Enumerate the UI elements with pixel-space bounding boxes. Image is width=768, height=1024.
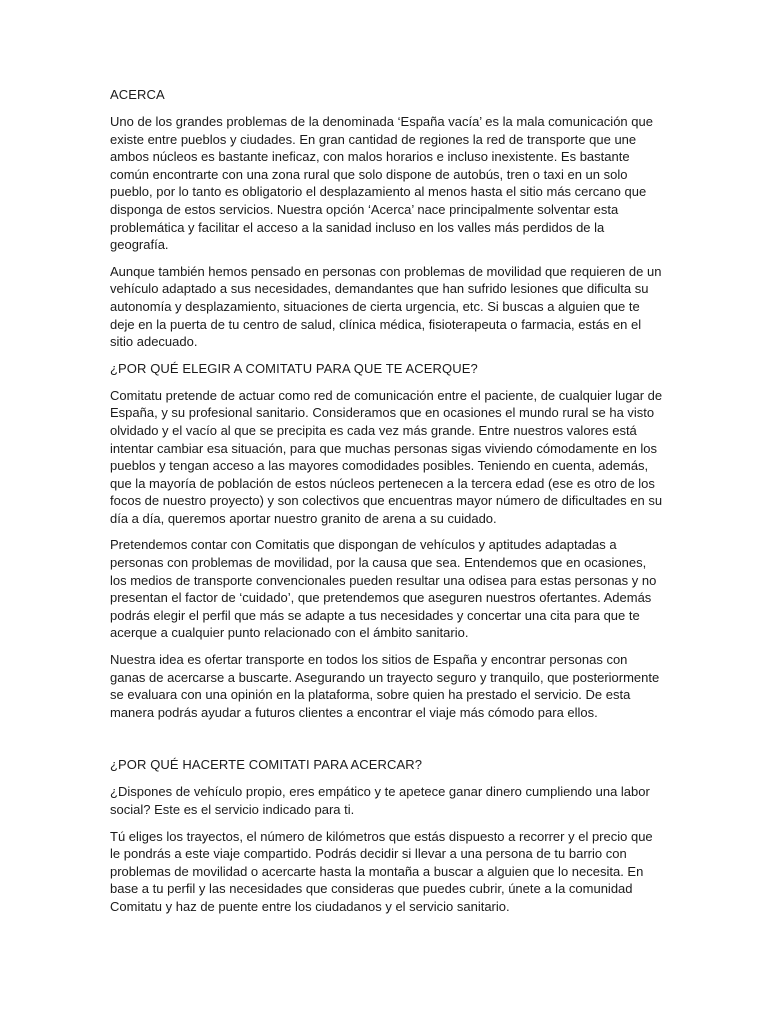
paragraph: Aunque también hemos pensado en personas con problemas de movilidad que requieren de un vehículo adaptado a sus necesidades, demandantes que han sufrido lesiones que dificulta su autonomía y desplazamiento, situaciones de cierta urgencia, etc. Si buscas a alguien que te deje en la puerta de tu centro de salud, clínica médica, fisioterapeuta o farmacia, estás en el sitio adecuado. (110, 263, 662, 350)
section-spacer (110, 730, 664, 756)
section-heading-por-que-hacerte: ¿POR QUÉ HACERTE COMITATI PARA ACERCAR? (110, 757, 423, 773)
paragraph: Uno de los grandes problemas de la denominada ‘España vacía’ es la mala comunicación que existe entre pueblos y ciudades. En gran cantidad de regiones la red de transporte que une ambos núcleos es bastante ineficaz, con malos horarios e incluso inexistente. Es bastante común encontrarte con una zona rural que solo dispone de autobús, tren o taxi en un solo pueblo, por lo tanto es obligatorio el desplazamiento al menos hasta el sitio más cercano que disponga de estos servicios. Nuestra opción ‘Acerca’ nace principalmente solventar esta problemática y facilitar el acceso a la sanidad incluso en los valles más perdidos de la geografía. (110, 114, 653, 253)
paragraph: Pretendemos contar con Comitatis que dispongan de vehículos y aptitudes adaptadas a personas con problemas de movilidad, por la causa que sea. Entendemos que en ocasiones, los medios de transporte convencionales pueden resultar una odisea para estas personas y no presentan el factor de ‘cuidado’, que pretendemos que aseguren nuestros ofertantes. Además podrás elegir el perfil que más se adapte a tus necesidades y concertar una cita para que te acerque a cualquier punto relacionado con el ámbito sanitario. (110, 537, 657, 641)
paragraph: ¿Dispones de vehículo propio, eres empático y te apetece ganar dinero cumpliendo una labor social? Este es el servicio indicado para ti. (110, 784, 650, 817)
section-heading-por-que-elegir: ¿POR QUÉ ELEGIR A COMITATU PARA QUE TE ACERQUE? (110, 360, 478, 376)
paragraph: Comitatu pretende de actuar como red de comunicación entre el paciente, de cualquier lugar de España, y su profesional sanitario. Consideramos que en ocasiones el mundo rural se ha visto olvidado y el vacío al que se precipita es cada vez más grande. Entre nuestros valores está intentar cambiar esa situación, para que muchas personas sigas viviendo cómodamente en los pueblos y tengan acceso a las mayores comodidades posibles. Teniendo en cuenta, además, que la mayoría de población de estos núcleos pertenecen a la tercera edad (ese es otro de los focos de nuestro proyecto) y son colectivos que encuentras mayor número de dificultades en su día a día, queremos aportar nuestro granito de arena a su cuidado. (110, 387, 663, 526)
paragraph: Tú eliges los trayectos, el número de kilómetros que estás dispuesto a recorrer y el precio que le pondrás a este viaje compartido. Podrás decidir si llevar a una persona de tu barrio con problemas de movilidad o acercarte hasta la montaña a buscar a alguien que lo necesita. En base a tu perfil y las necesidades que consideras que puedes cubrir, únete a la comunidad Comitatu y haz de puente entre los ciudadanos y el servicio sanitario. (110, 828, 653, 914)
paragraph: Nuestra idea es ofertar transporte en todos los sitios de España y encontrar personas con ganas de acercarse a buscarte. Asegurando un trayecto seguro y tranquilo, que posteriormente se evaluara con una opinión en la plataforma, sobre quien ha prestado el servicio. De esta manera podrás ayudar a futuros clientes a encontrar el viaje más cómodo para ellos. (110, 652, 660, 720)
section-heading-acerca: ACERCA (110, 87, 165, 102)
